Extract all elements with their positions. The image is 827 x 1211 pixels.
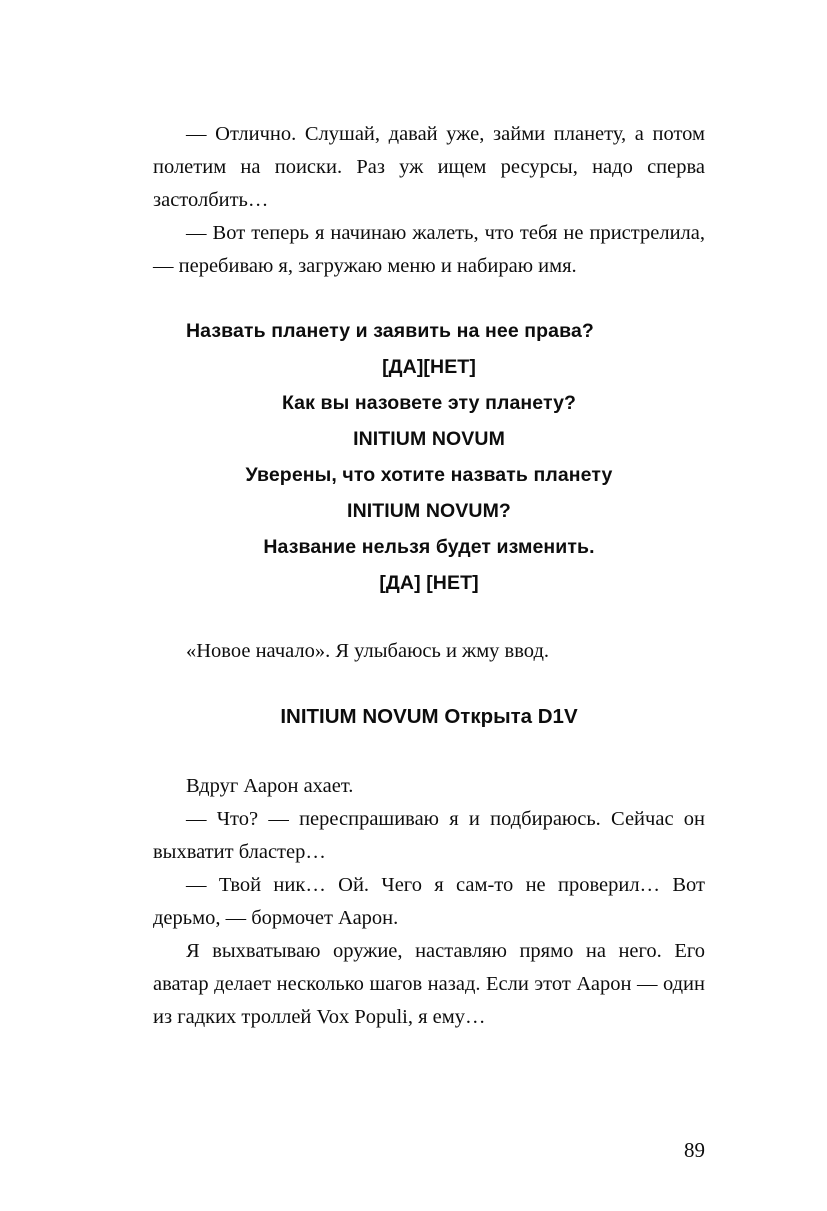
paragraph: — Твой ник… Ой. Чего я сам-то не проверил… Вот дерьмо, — бормочет Аарон.	[153, 874, 705, 929]
bottom-paragraphs	[153, 770, 705, 1034]
paragraph: Я выхватываю оружие, наставляю прямо на него. Его аватар делает несколько шагов назад. Если этот Аарон — один из гадких троллей Vox Populi, я ему…	[153, 940, 705, 1028]
in-game-dialog-text	[153, 313, 705, 601]
dialog-line: Уверены, что хотите назвать планету	[245, 464, 613, 486]
planet-announcement	[153, 698, 705, 736]
paragraph: — Что? — переспрашиваю я и подбираюсь. Сейчас он выхватит бластер…	[153, 808, 705, 863]
paragraph: Вдруг Аарон ахает.	[186, 775, 354, 797]
middle-paragraph: «Новое начало». Я улыбаюсь и жму ввод.	[186, 640, 549, 662]
page-number: 89	[684, 1138, 705, 1162]
paragraph: — Вот теперь я начинаю жалеть, что тебя не пристрелила, — перебиваю я, загружаю меню и набираю имя.	[153, 222, 705, 277]
dialog-line: Назвать планету и заявить на нее права?	[186, 320, 594, 342]
announcement-line: Открыта D1V	[444, 705, 578, 728]
spacer	[153, 601, 705, 635]
announcement-line: INITIUM NOVUM	[280, 705, 439, 728]
dialog-line: INITIUM NOVUM	[353, 428, 505, 450]
dialog-line: Название нельзя будет изменить.	[263, 536, 595, 558]
dialog-line: [ДА][НЕТ]	[382, 356, 476, 378]
top-paragraphs	[153, 118, 705, 283]
dialog-line: [ДА] [НЕТ]	[379, 572, 479, 594]
dialog-line: INITIUM NOVUM?	[347, 500, 511, 522]
spacer	[153, 736, 705, 770]
dialog-line: Как вы назовете эту планету?	[281, 392, 577, 414]
paragraph: — Отлично. Слушай, давай уже, займи планету, а потом полетим на поиски. Раз уж ищем ресурсы, надо сперва застолбить…	[153, 123, 705, 211]
spacer	[153, 668, 705, 698]
spacer	[153, 283, 705, 313]
